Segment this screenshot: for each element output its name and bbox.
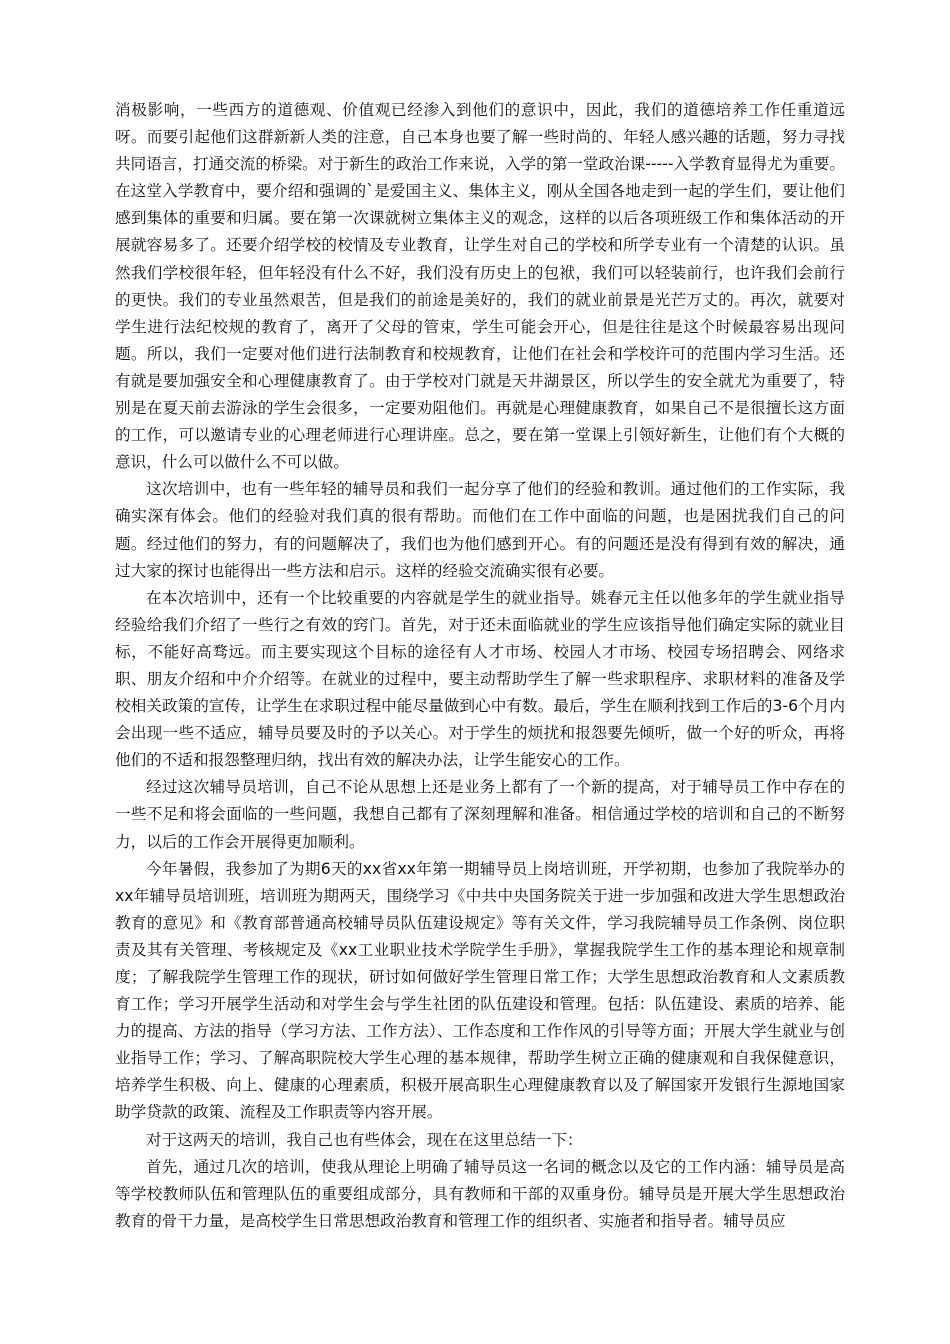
paragraph-3: 在本次培训中，还有一个比较重要的内容就是学生的就业指导。姚春元主任以他多年的学生就业指导经验给我们介绍了一些行之有效的窍门。首先，对于还未面临就业的学生应该指导他们确定实际的就业目标，不能好高骛远。而主要实现这个目标的途径有人才市场、校园人才市场、校园专场招聘会、网络求职、朋友介绍和中介介绍等。在就业的过程中，要主动帮助学生了解一些求职程序、求职材料的准备及学校相关政策的宣传，让学生在求职过程中能尽量做到心中有数。最后，学生在顺利找到工作后的3-6个月内会出现一些不适应，辅导员要及时的予以关心。对于学生的烦扰和报怨要先倾听，做一个好的听众，再将他们的不适和报怨整理归纳，找出有效的解决办法，让学生能安心的工作。 xyxy=(115,588,845,770)
document-body xyxy=(115,97,845,1235)
paragraph-5: 今年暑假，我参加了为期6天的xx省xx年第一期辅导员上岗培训班，开学初期，也参加了我院举办的xx年辅导员培训班，培训班为期两天，围绕学习《中共中央国务院关于进一步加强和改进大学生思想政治教育的意见》和《教育部普通高校辅导员队伍建设规定》等有关文件，学习我院辅导员工作条例、岗位职责及其有关管理、考核规定及《xx工业职业技术学院学生手册》，掌握我院学生工作的基本理论和规章制度；了解我院学生管理工作的现状，研讨如何做好学生管理日常工作；大学生思想政治教育和人文素质教育工作；学习开展学生活动和对学生会与学生社团的队伍建设和管理。包括：队伍建设、素质的培养、能力的提高、方法的指导（学习方法、工作方法）、工作态度和工作作风的引导等方面；开展大学生就业与创业指导工作；学习、了解高职院校大学生心理的基本规律，帮助学生树立正确的健康观和自我保健意识，培养学生积极、向上、健康的心理素质，积极开展高职生心理健康教育以及了解国家开发银行生源地国家助学贷款的政策、流程及工作职责等内容开展。 xyxy=(115,859,845,1122)
paragraph-1: 消极影响，一些西方的道德观、价值观已经渗入到他们的意识中，因此，我们的道德培养工作任重道远呀。而要引起他们这群新新人类的注意，自己本身也要了解一些时尚的、年轻人感兴趣的话题，努力寻找共同语言，打通交流的桥梁。对于新生的政治工作来说，入学的第一堂政治课-----入学教育显得尤为重要。在这堂入学教育中，要介绍和强调的`是爱国主义、集体主义，刚从全国各地走到一起的学生们，要让他们感到集体的重要和归属。要在第一次课就树立集体主义的观念，这样的以后各项班级工作和集体活动的开展就容易多了。还要介绍学校的校情及专业教育，让学生对自己的学校和所学专业有一个清楚的认识。虽然我们学校很年轻，但年轻没有什么不好，我们没有历史上的包袱，我们可以轻装前行，也许我们会前行的更快。我们的专业虽然艰苦，但是我们的前途是美好的，我们的就业前景是光芒万丈的。再次，就要对学生进行法纪校规的教育了，离开了父母的管束，学生可能会开心，但是往往是这个时候最容易出现问题。所以，我们一定要对他们进行法制教育和校规教育，让他们在社会和学校许可的范围内学习生活。还有就是要加强安全和心理健康教育了。由于学校对门就是天井湖景区，所以学生的安全就尤为重要了，特别是在夏天前去游泳的学生会很多，一定要劝阻他们。再就是心理健康教育，如果自己不是很擅长这方面的工作，可以邀请专业的心理老师进行心理讲座。总之，要在第一堂课上引领好新生，让他们有个大概的意识，什么可以做什么不可以做。 xyxy=(115,101,845,472)
paragraph-6: 对于这两天的培训，我自己也有些体会，现在在这里总结一下： xyxy=(146,1130,583,1149)
paragraph-2: 这次培训中，也有一些年轻的辅导员和我们一起分享了他们的经验和教训。通过他们的工作实际，我确实深有体会。他们的经验对我们真的很有帮助。而他们在工作中面临的问题，也是困扰我们自己的问题。经过他们的努力，有的问题解决了，我们也为他们感到开心。有的问题还是没有得到有效的解决，通过大家的探讨也能得出一些方法和启示。这样的经验交流确实很有必要。 xyxy=(115,480,845,580)
paragraph-7: 首先，通过几次的培训，使我从理论上明确了辅导员这一名词的概念以及它的工作内涵：辅导员是高等学校教师队伍和管理队伍的重要组成部分，具有教师和干部的双重身份。辅导员是开展大学生思想政治教育的骨干力量，是高校学生日常思想政治教育和管理工作的组织者、实施者和指导者。辅导员应 xyxy=(115,1157,845,1230)
paragraph-4: 经过这次辅导员培训，自己不论从思想上还是业务上都有了一个新的提高，对于辅导员工作中存在的一些不足和将会面临的一些问题，我想自己都有了深刻理解和准备。相信通过学校的培训和自己的不断努力，以后的工作会开展得更加顺利。 xyxy=(115,778,845,851)
